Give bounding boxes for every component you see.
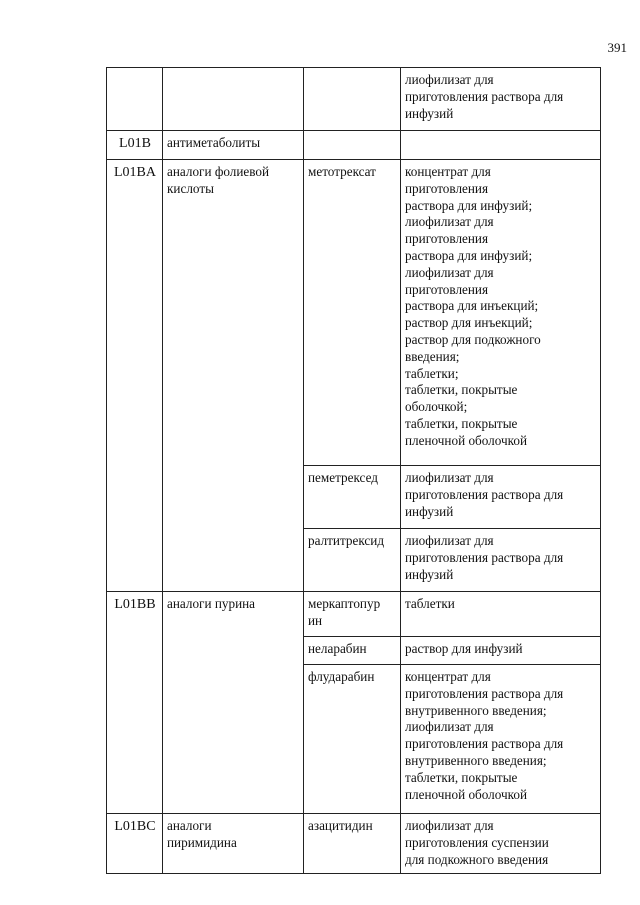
drug-name-cell [304,68,401,131]
group-cell: антиметаболиты [163,131,304,160]
group-cell [163,68,304,131]
dosage-form-cell: таблетки [401,592,601,637]
group-cell: аналоги пиримидина [163,814,304,874]
group-cell: аналоги пурина [163,592,304,814]
dosage-form-cell: лиофилизат для приготовления раствора для инфузий [401,466,601,529]
dosage-form-cell: лиофилизат для приготовления суспензии для подкожного введения [401,814,601,874]
dosage-form-cell: лиофилизат для приготовления раствора для инфузий [401,529,601,592]
group-cell: аналоги фолиевой кислоты [163,160,304,592]
drug-name-cell: неларабин [304,637,401,665]
dosage-form-cell [401,131,601,160]
atc-code-cell [107,68,163,131]
drug-name-cell: азацитидин [304,814,401,874]
drug-table [106,67,601,874]
dosage-form-cell: концентрат для приготовления раствора для внутривенного введения; лиофилизат для приготовления раствора для внутривенного введения; таблетки, покрытые пленочной оболочкой [401,665,601,814]
drug-name-cell: ралтитрексид [304,529,401,592]
page-number: 391 [607,40,627,55]
table-row [107,68,601,131]
atc-code-cell: L01BB [107,592,163,814]
atc-code-cell: L01BC [107,814,163,874]
drug-name-cell: меркаптопур ин [304,592,401,637]
drug-name-cell: метотрексат [304,160,401,466]
drug-name-cell: флударабин [304,665,401,814]
table-row [107,592,601,637]
drug-name-cell [304,131,401,160]
dosage-form-cell: раствор для инфузий [401,637,601,665]
table-row [107,160,601,466]
table-row [107,131,601,160]
atc-code-cell: L01B [107,131,163,160]
table-row [107,814,601,874]
dosage-form-cell: лиофилизат для приготовления раствора для инфузий [401,68,601,131]
atc-code-cell: L01BA [107,160,163,592]
drug-name-cell: пеметрексед [304,466,401,529]
dosage-form-cell: концентрат для приготовления раствора для инфузий; лиофилизат для приготовления раствора для инфузий; лиофилизат для приготовления раствора для инъекций; раствор для инъекций; раствор для подкожного введения; таблетки; таблетки, покрытые оболочкой; таблетки, покрытые пленочной оболочкой [401,160,601,466]
